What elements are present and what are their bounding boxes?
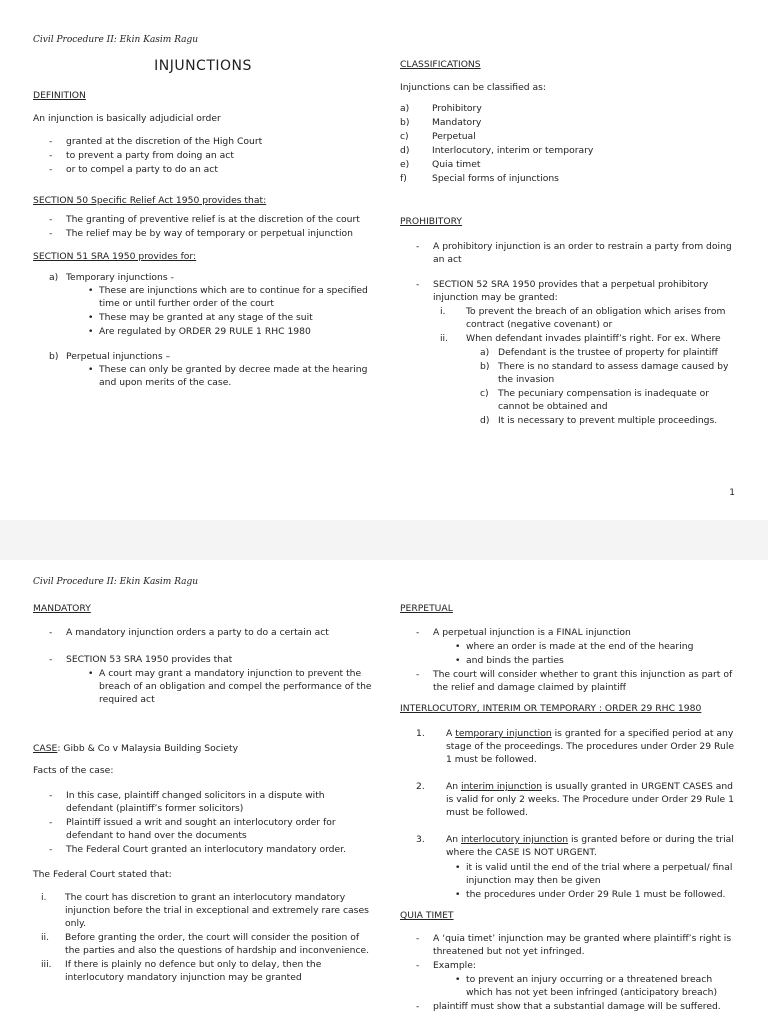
list-item — [400, 833, 735, 859]
list-item — [400, 387, 735, 413]
section-50-heading: SECTION 50 Specific Relief Act 1950 provides that: — [33, 195, 267, 206]
left-column — [33, 602, 373, 990]
item-text: The pecuniary compensation is inadequate or cannot be obtained and — [498, 388, 709, 412]
federal-court-heading: The Federal Court stated that: — [33, 869, 172, 880]
list-item — [400, 172, 735, 185]
classifications-heading: CLASSIFICATIONS — [400, 59, 481, 70]
mandatory-list — [33, 626, 373, 666]
facts-list — [33, 789, 373, 856]
list-item: - The relief may be by way of temporary or perpetual injunction — [33, 227, 373, 240]
item-term: temporary injunction — [455, 728, 552, 739]
item-label: a) — [49, 272, 59, 283]
item-term: interim injunction — [461, 781, 543, 792]
list-item: - A mandatory injunction orders a party to do a certain act — [33, 626, 373, 639]
quia-timet-sub-list — [400, 973, 735, 999]
list-item: • Are regulated by ORDER 29 RULE 1 RHC 1980 — [33, 325, 373, 338]
list-item — [33, 891, 373, 930]
item-label: i. — [440, 306, 446, 317]
temporary-injunctions-item — [33, 271, 373, 284]
item-text: Quia timet — [432, 159, 481, 170]
item-text: is granted before or during the trial where the CASE IS NOT URGENT. — [446, 834, 734, 858]
mandatory-heading: MANDATORY — [33, 603, 91, 614]
perpetual-sub-list — [400, 640, 735, 667]
list-item: - granted at the discretion of the High Court — [33, 135, 373, 148]
facts-heading: Facts of the case: — [33, 765, 114, 776]
item-label: 2. — [416, 781, 425, 792]
perpetual-injunctions-item — [33, 350, 373, 363]
classifications-list — [400, 102, 735, 185]
item-label: 1. — [416, 728, 425, 739]
list-item: - In this case, plaintiff changed solicitors in a dispute with defendant (plaintiff’s former solicitors) — [33, 789, 373, 815]
list-item: - SECTION 53 SRA 1950 provides that — [33, 653, 373, 666]
list-item: - plaintiff must show that a substantial damage will be suffered. — [400, 1000, 735, 1013]
list-item: • These may be granted at any stage of the suit — [33, 311, 373, 324]
item-text: Interlocutory, interim or temporary — [432, 145, 594, 156]
classifications-intro: Injunctions can be classified as: — [400, 82, 546, 93]
prohibitory-list — [400, 240, 735, 304]
list-item — [400, 158, 735, 171]
quia-timet-heading: QUIA TIMET — [400, 910, 454, 921]
page-gap — [0, 520, 768, 560]
list-item — [33, 958, 373, 984]
list-item: • to prevent an injury occurring or a threatened breach which has not yet been infringed (anticipatory breach) — [400, 973, 735, 999]
list-item — [400, 414, 735, 427]
item-text: It is necessary to prevent multiple proceedings. — [498, 415, 718, 426]
federal-court-list — [33, 891, 373, 984]
list-item — [400, 780, 735, 819]
list-item: • These can only be granted by decree made at the hearing and upon merits of the case. — [33, 363, 373, 389]
list-item: • where an order is made at the end of the hearing — [400, 640, 735, 653]
item-text: Before granting the order, the court will consider the position of the parties and also the questions of hardship and inconvenience. — [65, 932, 370, 956]
page-header: Civil Procedure II: Ekin Kasim Ragu — [33, 35, 199, 45]
item-label: b) — [400, 117, 410, 128]
definition-list — [33, 135, 373, 176]
item-text: is granted for a specified period at any stage of the proceedings. The procedures under Order 29 Rule 1 must be followed. — [446, 728, 735, 765]
page-2 — [0, 560, 768, 1024]
list-item — [400, 130, 735, 143]
quia-timet-list-2 — [400, 1000, 735, 1013]
list-item: - The court will consider whether to grant this injunction as part of the relief and damage claimed by plaintiff — [400, 668, 735, 694]
list-item — [400, 332, 735, 345]
item-label: c) — [400, 131, 409, 142]
temporary-injunctions-list — [33, 284, 373, 338]
list-item — [400, 116, 735, 129]
interlocutory-sub-list — [400, 861, 735, 901]
item-label: b) — [49, 351, 59, 362]
list-item — [400, 727, 735, 766]
item-text: is usually granted in URGENT CASES and is valid for only 2 weeks. The Procedure under Order 29 Rule 1 must be followed. — [446, 781, 734, 818]
item-label: iii. — [41, 959, 52, 970]
prohibitory-sub-list — [400, 346, 735, 427]
item-text: Perpetual — [432, 131, 476, 142]
list-item: - A prohibitory injunction is an order to restrain a party from doing an act — [400, 240, 735, 266]
list-item: - A perpetual injunction is a FINAL injunction — [400, 626, 735, 639]
case-name: : Gibb & Co v Malaysia Building Society — [57, 743, 239, 754]
list-item: • the procedures under Order 29 Rule 1 must be followed. — [400, 888, 735, 901]
perpetual-heading: PERPETUAL — [400, 603, 453, 614]
item-text: Defendant is the trustee of property for plaintiff — [498, 347, 718, 358]
quia-timet-list — [400, 932, 735, 972]
item-text-prefix: An — [446, 834, 462, 845]
item-term: interlocutory injunction — [461, 834, 569, 845]
list-item — [400, 305, 735, 331]
list-item: • A court may grant a mandatory injunction to prevent the breach of an obligation and compel the performance of the required act — [33, 667, 373, 706]
perpetual-injunctions-list — [33, 363, 373, 389]
list-item: - The granting of preventive relief is at the discretion of the court — [33, 213, 373, 226]
left-column — [33, 60, 373, 395]
list-item — [400, 346, 735, 359]
perpetual-list-2 — [400, 668, 735, 694]
list-item: - Plaintiff issued a writ and sought an interlocutory order for defendant to hand over the documents — [33, 816, 373, 842]
prohibitory-heading: PROHIBITORY — [400, 216, 463, 227]
item-text-prefix: A — [446, 728, 456, 739]
page-number: 1 — [729, 488, 735, 498]
item-label: a) — [480, 347, 490, 358]
list-item: - The Federal Court granted an interlocutory mandatory order. — [33, 843, 373, 856]
case-label: CASE — [33, 743, 58, 754]
interlocutory-heading: INTERLOCUTORY, INTERIM OR TEMPORARY : ORDER 29 RHC 1980 — [400, 703, 702, 714]
item-text: There is no standard to assess damage caused by the invasion — [498, 361, 729, 385]
definition-heading: DEFINITION — [33, 90, 86, 101]
item-title: Perpetual injunctions – — [66, 351, 171, 362]
page-header: Civil Procedure II: Ekin Kasim Ragu — [33, 577, 199, 587]
item-text: When defendant invades plaintiff’s right. For ex. Where — [466, 333, 721, 344]
item-text-prefix: An — [446, 781, 462, 792]
list-item — [400, 144, 735, 157]
item-label: a) — [400, 103, 410, 114]
section-51-heading: SECTION 51 SRA 1950 provides for: — [33, 251, 197, 262]
item-text: The court has discretion to grant an interlocutory mandatory injunction before the trial in exceptional and extremely rare cases only. — [65, 892, 369, 929]
document-title: INJUNCTIONS — [154, 58, 252, 74]
definition-text: An injunction is basically adjudicial order — [33, 113, 221, 124]
interlocutory-list — [400, 727, 735, 859]
prohibitory-roman-list — [400, 305, 735, 345]
item-label: f) — [400, 173, 407, 184]
item-text: If there is plainly no defence but only to delay, then the interlocutory mandatory injunction may be granted — [65, 959, 322, 983]
item-label: ii. — [41, 932, 50, 943]
item-text: Special forms of injunctions — [432, 173, 559, 184]
right-column — [400, 58, 735, 433]
item-text: Prohibitory — [432, 103, 482, 114]
case-reference — [33, 742, 373, 755]
item-label: d) — [480, 415, 490, 426]
list-item — [400, 102, 735, 115]
item-label: 3. — [416, 834, 425, 845]
mandatory-sub-list — [33, 667, 373, 706]
list-item — [33, 931, 373, 957]
item-label: e) — [400, 159, 410, 170]
list-item: • and binds the parties — [400, 654, 735, 667]
list-item: - or to compel a party to do an act — [33, 163, 373, 176]
item-label: i. — [41, 892, 47, 903]
item-label: b) — [480, 361, 490, 372]
section-50-list — [33, 213, 373, 240]
perpetual-list — [400, 626, 735, 639]
item-title: Temporary injunctions - — [66, 272, 174, 283]
list-item: - A ‘quia timet’ injunction may be granted where plaintiff’s right is threatened but not yet infringed. — [400, 932, 735, 958]
right-column — [400, 602, 735, 1019]
item-label: d) — [400, 145, 410, 156]
item-text: To prevent the breach of an obligation which arises from contract (negative covenant) or — [466, 306, 726, 330]
list-item: • it is valid until the end of the trial where a perpetual/ final injunction may then be given — [400, 861, 735, 887]
list-item: - SECTION 52 SRA 1950 provides that a perpetual prohibitory injunction may be granted: — [400, 278, 735, 304]
list-item: • These are injunctions which are to continue for a specified time or until further order of the court — [33, 284, 373, 310]
item-label: ii. — [440, 333, 449, 344]
list-item — [400, 360, 735, 386]
list-item: - to prevent a party from doing an act — [33, 149, 373, 162]
item-label: c) — [480, 388, 489, 399]
item-text: Mandatory — [432, 117, 482, 128]
list-item: - Example: — [400, 959, 735, 972]
